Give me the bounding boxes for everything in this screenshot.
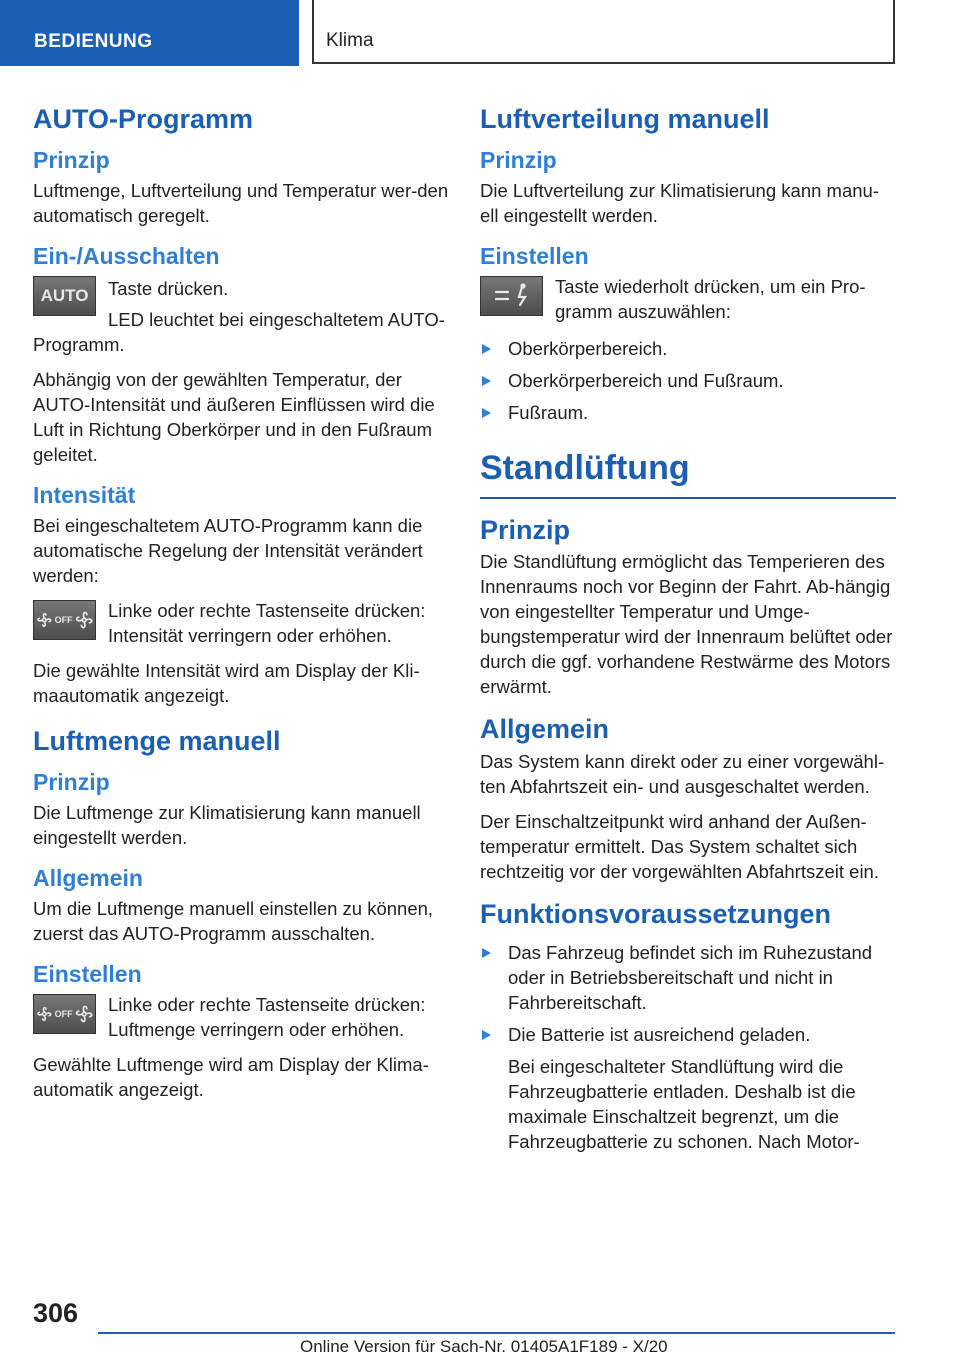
heading-ein-ausschalten: Ein-/Ausschalten	[33, 243, 220, 269]
paragraph: Der Einschaltzeitpunkt wird anhand der Außen-temperatur ermittelt. Das System schaltet sich rechtzeitig vor der vorgewählten Abfahrtszeit ein.	[480, 811, 879, 882]
fan-off-label: OFF	[54, 615, 73, 625]
fan-off-label: OFF	[54, 1009, 73, 1019]
fan-button-icon	[33, 600, 96, 640]
left-column	[33, 96, 449, 1102]
page-number: 306	[33, 1298, 79, 1328]
distribution-list	[480, 336, 896, 425]
heading-einstellen: Einstellen	[33, 961, 142, 987]
fan-large-icon	[73, 607, 95, 633]
paragraph: Taste wiederholt drücken, um ein Pro-gramm auszuwählen:	[555, 276, 866, 322]
right-column	[480, 96, 896, 1161]
list-item	[480, 940, 896, 1015]
auto-button-icon	[33, 276, 96, 316]
paragraph: Die Luftverteilung zur Klimatisierung kann manu-ell eingestellt werden.	[480, 180, 879, 226]
heading-allgemein: Allgemein	[33, 865, 143, 891]
list-item-text: Die Batterie ist ausreichend geladen.	[508, 1024, 811, 1045]
heading-prinzip: Prinzip	[33, 769, 110, 795]
fan-key-row	[33, 598, 449, 648]
air-distribution-button-icon	[480, 276, 543, 316]
paragraph: Bei eingeschaltetem AUTO-Programm kann die automatische Regelung der Intensität verändert werden:	[33, 515, 423, 586]
paragraph: Das System kann direkt oder zu einer vorgewähl-ten Abfahrtszeit ein- und ausgeschaltet werden.	[480, 751, 885, 797]
paragraph: Abhängig von der gewählten Temperatur, der AUTO-Intensität und äußeren Einflüssen wird die Luft in Richtung Oberkörper und in den Fußraum geleitet.	[33, 369, 435, 465]
heading-luftmenge-manuell: Luftmenge manuell	[33, 726, 281, 756]
list-item: Fußraum.	[480, 400, 896, 425]
fan-small-icon	[34, 608, 55, 632]
paragraph: Linke oder rechte Tastenseite drücken: Luftmenge verringern oder erhöhen.	[108, 994, 426, 1040]
heading-intensitaet: Intensität	[33, 482, 136, 508]
paragraph: Luftmenge, Luftverteilung und Temperatur wer-den automatisch geregelt.	[33, 180, 449, 226]
heading-luftverteilung-manuell: Luftverteilung manuell	[480, 104, 770, 134]
heading-prinzip: Prinzip	[480, 147, 557, 173]
list-item-text: Das Fahrzeug befindet sich im Ruhezustand oder in Betriebsbereitschaft und nicht in Fahrbereitschaft.	[508, 942, 873, 1013]
paragraph: Die gewählte Intensität wird am Display der Kli-maautomatik angezeigt.	[33, 660, 420, 706]
seat-airflow-icon	[492, 283, 532, 309]
heading-prinzip: Prinzip	[33, 147, 110, 173]
page-header	[0, 0, 960, 66]
auto-key-label: AUTO	[40, 286, 89, 305]
fan-large-icon	[73, 1001, 95, 1027]
paragraph: Die Luftmenge zur Klimatisierung kann manuell eingestellt werden.	[33, 802, 421, 848]
footer-divider	[98, 1332, 895, 1334]
heading-prinzip: Prinzip	[480, 515, 571, 545]
paragraph: Um die Luftmenge manuell einstellen zu können, zuerst das AUTO-Programm ausschalten.	[33, 898, 434, 944]
fan-button-icon	[33, 994, 96, 1034]
fan-small-icon	[34, 1002, 55, 1026]
list-item: Oberkörperbereich und Fußraum.	[480, 368, 896, 393]
heading-allgemein: Allgemein	[480, 714, 610, 744]
paragraph: Die Standlüftung ermöglicht das Temperieren des Innenraums noch vor Beginn der Fahrt. Ab-hängig von eingestellter Temperatur und Umge-bungstemperatur wird der Innenraum belüftet oder durch die ggf. vorhandene Restwärme des Motors erwärmt.	[480, 551, 893, 697]
chapter-title: Klima	[312, 0, 895, 64]
heading-funktionsvoraussetzungen: Funktionsvoraussetzungen	[480, 899, 832, 929]
paragraph: Gewählte Luftmenge wird am Display der Klima-automatik angezeigt.	[33, 1054, 429, 1100]
paragraph: Linke oder rechte Tastenseite drücken: Intensität verringern oder erhöhen.	[108, 600, 426, 646]
auto-key-row	[33, 274, 449, 367]
paragraph: Taste drücken.	[108, 278, 229, 299]
footer-online-version: Online Version für Sach-Nr. 01405A1F189 - X/20	[300, 1337, 668, 1356]
list-item	[480, 1022, 896, 1154]
list-item: Oberkörperbereich.	[480, 336, 896, 361]
heading-auto-programm: AUTO-Programm	[33, 104, 254, 134]
heading-einstellen: Einstellen	[480, 243, 589, 269]
requirements-list	[480, 940, 896, 1154]
section-tab: BEDIENUNG	[0, 0, 299, 66]
fan-key-row	[33, 992, 449, 1042]
distribution-key-row	[480, 274, 896, 324]
paragraph: LED leuchtet bei eingeschaltetem AUTO-Programm.	[33, 309, 445, 355]
list-item-subtext: Bei eingeschalteter Standlüftung wird die Fahrzeugbatterie entladen. Deshalb ist die maximale Einschaltzeit begrenzt, um die Fahrzeugbatterie zu schonen. Nach Motor-	[508, 1056, 860, 1152]
heading-standlueftung: Standlüftung	[480, 443, 896, 499]
